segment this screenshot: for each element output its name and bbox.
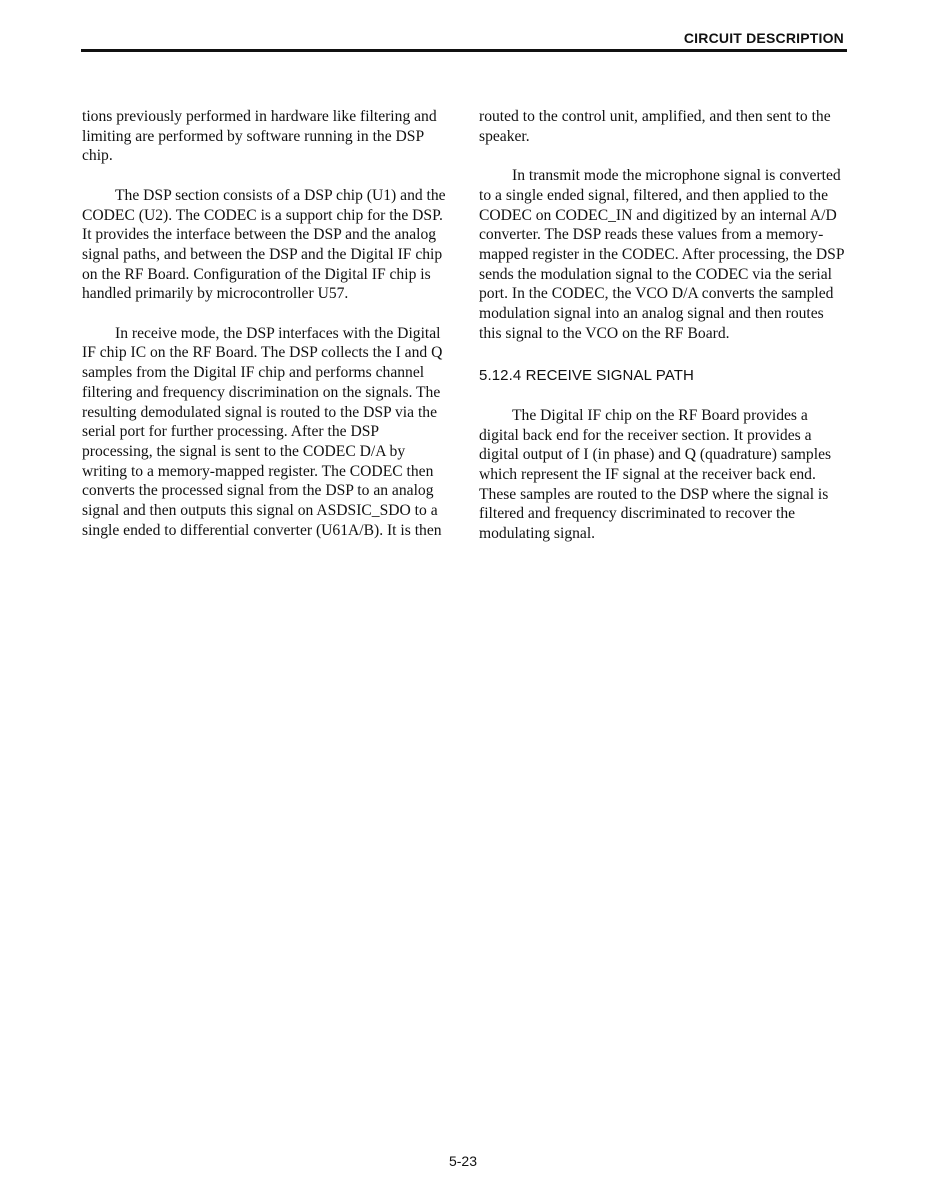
body-paragraph: tions previously performed in hardware like filtering and limiting are performed by software running in the DSP chip.: [82, 108, 437, 165]
body-paragraph: routed to the control unit, amplified, and then sent to the speaker.: [479, 108, 831, 145]
body-paragraph: In transmit mode the microphone signal is converted to a single ended signal, filtered, and then applied to the CODEC on CODEC_IN and digitized by an internal A/D converter. The DSP reads these values from a memory-mapped register in the CODEC. After processing, the DSP sends the modulation signal to the CODEC via the serial port. In the CODEC, the VCO D/A converts the sampled modulation signal into an analog signal and then routes this signal to the VCO on the RF Board.: [479, 167, 844, 342]
left-column: [82, 107, 447, 560]
body-paragraph: The Digital IF chip on the RF Board provides a digital back end for the receiver section. It provides a digital output of I (in phase) and Q (quadrature) samples which represent the IF signal at the receiver back end. These samples are routed to the DSP where the signal is filtered and frequency discriminated to recover the modulating signal.: [479, 406, 832, 543]
section-header-title: CIRCUIT DESCRIPTION: [683, 30, 844, 46]
page-number: 5-23: [448, 1153, 478, 1169]
right-column: [479, 107, 844, 563]
header-divider: [81, 49, 847, 52]
body-paragraph: In receive mode, the DSP interfaces with the Digital IF chip IC on the RF Board. The DSP collects the I and Q samples from the Digital IF chip and performs channel filtering and frequency discrimination on the signals. The resulting demodulated signal is routed to the DSP via the serial port for further processing. After the DSP processing, the signal is sent to the CODEC D/A by writing to a memory-mapped register. The CODEC then converts the processed signal from the DSP to an analog signal and then outputs this signal on ASDSIC_SDO to a single ended to differential converter (U61A/B). It is then: [82, 324, 443, 539]
body-paragraph: The DSP section consists of a DSP chip (U1) and the CODEC (U2). The CODEC is a support chip for the DSP. It provides the interface between the DSP and the analog signal paths, and between the DSP and the Digital IF chip on the RF Board. Configuration of the Digital IF chip is handled primarily by microcontroller U57.: [82, 186, 446, 303]
section-heading: 5.12.4 RECEIVE SIGNAL PATH: [479, 367, 694, 385]
